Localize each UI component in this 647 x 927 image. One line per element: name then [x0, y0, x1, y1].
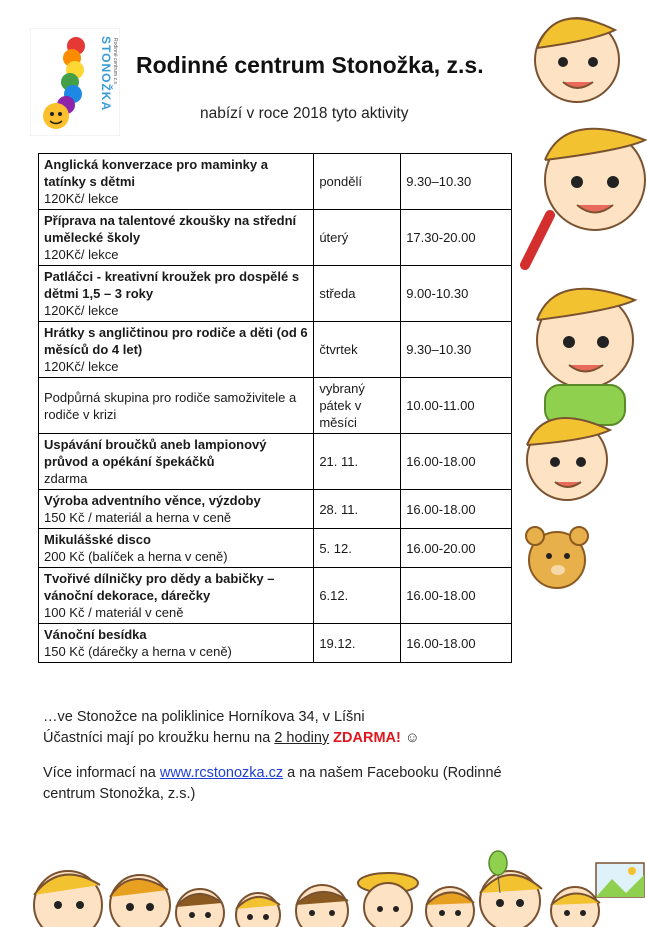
activity-name: Podpůrná skupina pro rodiče samoživitele a rodiče v krizi	[44, 389, 297, 422]
activity-row	[39, 378, 512, 434]
activity-price: 150 Kč / materiál a herna v ceně	[44, 510, 232, 525]
activity-price: 100 Kč / materiál v ceně	[44, 605, 184, 620]
page-subtitle: nabízí v roce 2018 tyto aktivity	[200, 105, 409, 122]
activity-cell	[39, 154, 314, 210]
activity-row	[39, 154, 512, 210]
activity-time: 16.00-18.00	[401, 490, 512, 529]
activity-time: 9.30–10.30	[401, 154, 512, 210]
activity-cell	[39, 210, 314, 266]
smiley-icon: ☺	[404, 730, 420, 746]
activity-row	[39, 210, 512, 266]
activity-day: 5. 12.	[314, 529, 401, 568]
free-badge: ZDARMA!	[333, 730, 401, 746]
activity-cell	[39, 490, 314, 529]
activity-day: vybraný pátek v měsíci	[314, 378, 401, 434]
kid-face-bottom-9	[551, 887, 600, 927]
kid-face-bottom-2	[110, 875, 170, 927]
activity-name: Tvořivé dílničky pro dědy a babičky – vánoční dekorace, dárečky	[44, 571, 275, 603]
kids-illustration-bottom	[0, 845, 647, 927]
kid-face-bottom-5	[296, 885, 348, 927]
activity-name: Vánoční besídka	[44, 627, 147, 642]
kid-face-bottom-3	[176, 889, 224, 927]
activity-cell	[39, 529, 314, 568]
kid-face-bottom-7	[426, 887, 474, 927]
activity-price: 120Kč/ lekce	[44, 247, 119, 262]
kid-face-bottom-6	[358, 873, 418, 927]
activity-time: 17.30-20.00	[401, 210, 512, 266]
logo-text: STONOŽKA	[99, 36, 113, 112]
activities-table	[38, 153, 512, 663]
activity-day: 6.12.	[314, 568, 401, 624]
activity-time: 16.00-18.00	[401, 624, 512, 663]
activity-row	[39, 568, 512, 624]
stonozka-logo	[30, 28, 120, 136]
kid-face-bottom-4	[236, 893, 280, 927]
activity-price: 120Kč/ lekce	[44, 303, 119, 318]
activity-cell	[39, 434, 314, 490]
activity-cell	[39, 378, 314, 434]
activity-day: úterý	[314, 210, 401, 266]
activity-day: pondělí	[314, 154, 401, 210]
activity-cell	[39, 266, 314, 322]
activity-name: Patláčci - kreativní kroužek pro dospělé s dětmi 1,5 – 3 roky	[44, 269, 300, 301]
kid-face-3	[537, 289, 635, 425]
activity-price: 120Kč/ lekce	[44, 359, 119, 374]
activity-row	[39, 624, 512, 663]
activity-cell	[39, 568, 314, 624]
activity-price: 200 Kč (balíček a herna v ceně)	[44, 549, 228, 564]
activity-time: 16.00-18.00	[401, 434, 512, 490]
kid-face-1	[535, 18, 619, 102]
logo-subtext: Rodinné centrum z.s.	[112, 38, 118, 86]
activity-day: 19.12.	[314, 624, 401, 663]
more-info-text: Více informací na www.rcstonozka.cz a na našem Facebooku (Rodinné centrum Stonožka, z.s.)	[43, 765, 502, 802]
activity-cell	[39, 322, 314, 378]
activity-name: Hrátky s angličtinou pro rodiče a děti (od 6 měsíců do 4 let)	[44, 325, 308, 357]
kid-face-bottom-1	[34, 871, 102, 927]
activity-price: zdarma	[44, 471, 88, 486]
activity-name: Příprava na talentové zkoušky na střední umělecké školy	[44, 213, 297, 245]
teddy-bear-icon	[526, 527, 588, 588]
free-play-note: Účastníci mají po kroužku hernu na 2 hodiny ZDARMA! ☺	[43, 730, 420, 746]
activity-price: 150 Kč (dárečky a herna v ceně)	[44, 644, 232, 659]
activity-row	[39, 529, 512, 568]
activity-time: 16.00-18.00	[401, 568, 512, 624]
activity-row	[39, 322, 512, 378]
activity-row	[39, 490, 512, 529]
activity-time: 9.30–10.30	[401, 322, 512, 378]
website-link[interactable]: www.rcstonozka.cz	[159, 765, 284, 781]
activity-name: Výroba adventního věnce, výzdoby	[44, 493, 261, 508]
activity-row	[39, 434, 512, 490]
kid-face-bottom-8	[480, 871, 542, 927]
activity-row	[39, 266, 512, 322]
activity-day: 21. 11.	[314, 434, 401, 490]
kid-face-4	[527, 418, 610, 500]
activity-day: 28. 11.	[314, 490, 401, 529]
activity-time: 16.00-20.00	[401, 529, 512, 568]
activity-day: čtvrtek	[314, 322, 401, 378]
landscape-icon	[596, 863, 644, 897]
footer-info	[43, 707, 513, 805]
page-title: Rodinné centrum Stonožka, z.s.	[136, 52, 484, 78]
location-text: …ve Stonožce na poliklinice Horníkova 34, v Líšni	[43, 709, 365, 725]
activity-cell	[39, 624, 314, 663]
kids-illustration-right	[515, 0, 647, 640]
activity-day: středa	[314, 266, 401, 322]
activity-name: Uspávání broučků aneb lampionový průvod a opékání špekáčků	[44, 437, 267, 469]
activity-name: Anglická konverzace pro maminky a tatínky s dětmi	[44, 157, 268, 189]
kid-face-2	[525, 129, 645, 265]
activity-time: 9.00-10.30	[401, 266, 512, 322]
activity-price: 120Kč/ lekce	[44, 191, 119, 206]
activity-name: Mikulášské disco	[44, 532, 151, 547]
activity-time: 10.00-11.00	[401, 378, 512, 434]
hours-text: 2 hodiny	[274, 730, 330, 746]
